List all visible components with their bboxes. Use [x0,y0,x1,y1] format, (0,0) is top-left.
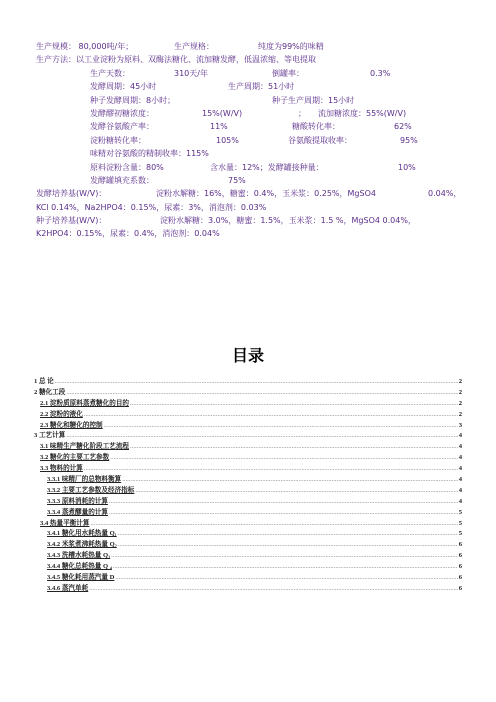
toc-entry-title[interactable]: 2.3 糖化和糖化的控制 [40,421,103,429]
toc-entry-title[interactable]: 3.1 味精生产糖化阶段工艺流程 [40,443,130,451]
table-of-contents [34,375,462,593]
param-text: 11% [210,122,228,132]
toc-entry-page: 5 [458,530,462,538]
toc-entry[interactable] [34,582,462,593]
param-text: 原料淀粉含量：80% [90,162,164,172]
toc-entry[interactable] [34,375,462,386]
toc-entry[interactable] [34,484,462,495]
toc-entry[interactable] [34,451,462,462]
param-text: 生产方法：以工业淀粉为原料、双酶法糖化、流加糖发酵，低温浓缩、等电提取 [36,55,316,65]
toc-entry[interactable] [34,495,462,506]
toc-entry-page: 2 [458,388,462,396]
toc-entry-title[interactable]: 2.1 淀粉质原料蒸煮糖化的目的 [40,399,130,407]
param-text: 生产天数： [90,68,130,78]
param-text: 淀粉水解糖：16%，糖蜜：0.4%，玉米浆：0.25%，MgSO4 [156,189,376,199]
param-line [36,227,476,240]
toc-entry-title[interactable]: 3.4.3 洗槽水耗热量 Q₃ [47,552,111,560]
toc-entry-page: 6 [458,574,462,582]
param-line [36,80,476,93]
param-text: 淀粉糖转化率： [90,135,146,145]
param-text: 味精对谷氨酸的精制收率：115% [90,149,209,159]
toc-leader-dots [66,389,457,396]
param-text: 含水量：12%；发酵罐接种量： [210,162,324,172]
toc-entry-page: 6 [458,584,462,592]
param-text: 105% [216,135,239,145]
param-text: 纯度为99%的味精 [258,42,324,51]
toc-entry-title[interactable]: 3.2 糖化的主要工艺参数 [40,454,110,462]
param-line [36,134,476,147]
toc-entry-title[interactable]: 3.3 物料的计算 [40,465,83,473]
param-line [36,147,476,160]
toc-entry-page: 6 [458,541,462,549]
toc-entry-page: 4 [458,432,462,440]
param-text: 310天/年 [174,68,208,78]
param-text: 15%(W/V) [202,108,243,118]
param-text: 糖酸转化率： [292,122,340,132]
toc-entry[interactable] [34,386,462,397]
toc-entry-title[interactable]: 3.4.1 糖化用水耗热量 Q₁ [47,530,117,538]
param-text: 10% [398,162,416,172]
toc-entry[interactable] [34,462,462,473]
toc-entry[interactable] [34,506,462,517]
toc-entry[interactable] [34,549,462,560]
toc-leader-dots [135,487,457,494]
toc-entry-page: 4 [458,476,462,484]
toc-entry[interactable] [34,429,462,440]
param-text: 0.04%， [428,189,462,199]
production-parameters [36,40,476,241]
toc-leader-dots [109,498,458,505]
toc-leader-dots [130,443,458,450]
param-line [36,161,476,174]
param-line [36,120,476,133]
param-text: 生产周期：51小时 [228,82,295,92]
toc-entry[interactable] [34,473,462,484]
toc-entry[interactable] [34,571,462,582]
toc-leader-dots [118,530,458,537]
param-text: 75% [228,175,246,185]
toc-leader-dots [55,378,458,385]
toc-entry[interactable] [34,527,462,538]
toc-entry-page: 6 [458,552,462,560]
param-line [36,201,476,214]
param-line [36,107,476,120]
toc-entry-page: 3 [458,421,462,429]
toc-entry[interactable] [34,538,462,549]
param-line [36,40,476,53]
toc-leader-dots [113,563,458,570]
param-text: 发酵罐填充系数： [90,175,154,185]
param-text: K2HPO4：0.15%，尿素：0.4%，消泡剂：0.04% [36,229,220,239]
toc-entry-title[interactable]: 3.4.4 糖化总耗热量 Q ₄ [47,563,112,571]
toc-entry-page: 4 [458,443,462,451]
param-text: 0.3% [370,68,391,78]
toc-entry-title[interactable]: 1 总 论 [34,378,54,385]
toc-entry[interactable] [34,440,462,451]
toc-leader-dots [90,520,457,527]
toc-entry-title[interactable]: 3.3.2 主要工艺参数及经济指标 [47,486,135,494]
toc-leader-dots [104,422,458,429]
toc-entry-title[interactable]: 2.2 淀粉的液化 [40,410,83,418]
toc-entry-title[interactable]: 2 糖化工段 [34,388,66,396]
param-text: 种子培养基(W/V)： [36,216,107,226]
toc-leader-dots [118,541,458,548]
toc-leader-dots [84,465,458,472]
toc-leader-dots [84,411,458,418]
toc-leader-dots [89,585,457,592]
toc-leader-dots [115,574,457,581]
toc-entry[interactable] [34,419,462,430]
toc-entry-page: 4 [458,465,462,473]
param-text: 发酵谷氨酸产率： [90,122,154,132]
param-text: 发酵培养基(W/V)： [36,189,107,199]
toc-leader-dots [122,476,458,483]
param-text: KCl 0.14%，Na2HPO4：0.15%，尿素：3%，消泡剂：0.03% [36,202,267,212]
param-text: 淀粉水解糖：3.0%，糖蜜：1.5%，玉米浆：1.5 %，MgSO4 0.04%， [160,216,416,226]
param-text: 种子生产周期：15小时 [272,95,355,105]
toc-entry[interactable] [34,517,462,528]
param-text: ； [298,108,306,118]
toc-entry-title[interactable]: 3 工艺计算 [34,432,66,440]
toc-leader-dots [109,509,458,516]
param-text: 生产规模： 80,000吨/年； [36,42,134,51]
toc-entry-page: 5 [458,508,462,516]
toc-entry-page: 2 [458,399,462,407]
toc-leader-dots [110,454,457,461]
toc-entry-title[interactable]: 3.4.6 蒸汽单耗 [47,584,89,592]
param-line [36,53,476,66]
toc-entry-page: 4 [458,497,462,505]
toc-leader-dots [111,552,458,559]
param-text: 谷氨酸提取收率： [288,135,352,145]
toc-entry-page: 6 [458,563,462,571]
param-text: 62% [394,122,412,132]
toc-entry[interactable] [34,560,462,571]
param-text: 发酵周期：45小时 [90,82,157,92]
toc-entry-page: 2 [458,378,462,385]
param-text: 95% [400,135,418,145]
toc-entry-title[interactable]: 3.3.3 原料消耗的计算 [47,497,108,505]
param-text: 流加糖浓度：55%(W/V) [318,108,407,118]
toc-leader-dots [130,400,458,407]
toc-entry-page: 2 [458,410,462,418]
param-text: 发酵醪初糖浓度： [90,108,154,118]
toc-entry-title[interactable]: 3.4 热量平衡计算 [40,519,90,527]
toc-title: 目录 [231,346,264,365]
toc-entry[interactable] [34,397,462,408]
toc-entry-page: 5 [458,519,462,527]
param-line [36,94,476,107]
param-text: 生产规格： [174,42,214,51]
param-line [36,174,476,187]
param-text: 倒罐率： [272,68,304,78]
toc-entry-page: 4 [458,454,462,462]
toc-leader-dots [66,432,457,439]
toc-entry-title[interactable]: 3.4.5 糖化耗用蒸汽量 D [47,574,115,582]
toc-entry-title[interactable]: 3.3.1 味精厂的总物料衡算 [47,476,122,484]
param-line [36,67,476,80]
toc-entry[interactable] [34,408,462,419]
toc-entry-page: 4 [458,486,462,494]
param-text: 种子发酵周期：8小时； [90,95,176,105]
toc-entry-title[interactable]: 3.4.2 米浆煮沸耗热量 Q₂ [47,541,117,549]
toc-entry-title[interactable]: 3.3.4 蒸煮醪量的计算 [47,508,108,516]
param-line [36,214,476,227]
param-line [36,187,476,200]
